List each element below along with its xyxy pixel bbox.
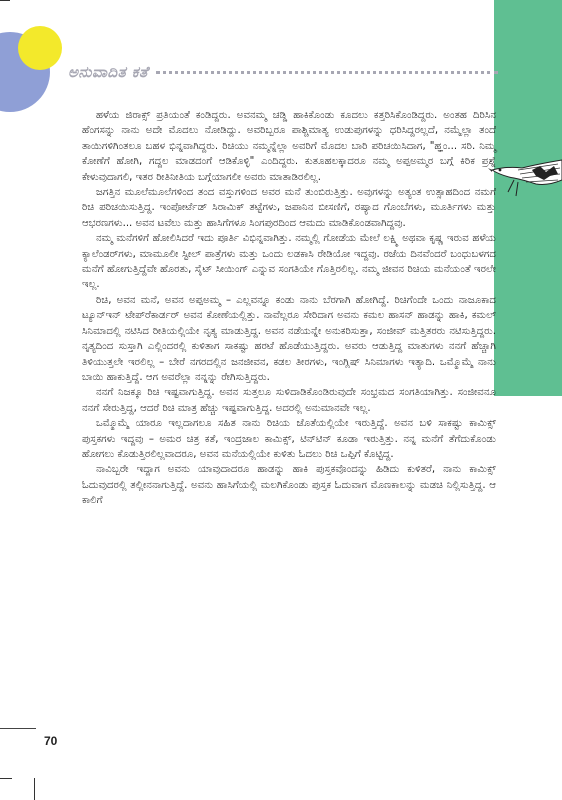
dotted-rule bbox=[156, 71, 498, 74]
paragraph: ಒಮ್ಮೊಮ್ಮೆ ಯಾರೂ ಇಲ್ಲದಾಗಲೂ ಸಹಿತ ನಾನು ರಿಚಿಯ ಜೊತೆಯಲ್ಲಿಯೇ ಇರುತ್ತಿದ್ದೆ. ಅವನ ಬಳಿ ಸಾಕಷ್ಟು ಕಾಮಿಕ್ಸ್ ಪುಸ್ತಕಗಳು ಇದ್ದವು – ಅಮರ ಚಿತ್ರ ಕತೆ, ಇಂದ್ರಜಾಲ ಕಾಮಿಕ್ಸ್, ಟಿನ್‌ಟಿನ್ ಕೂಡಾ ಇರುತ್ತಿತ್ತು. ನನ್ನ ಮನೆಗೆ ತೆಗೆದುಕೊಂಡು ಹೋಗಲು ಕೊಡುತ್ತಿರಲಿಲ್ಲವಾದರೂ, ಅವನ ಮನೆಯಲ್ಲಿಯೇ ಕುಳಿತು ಓದಲು ರಿಚಿ ಒಪ್ಪಿಗೆ ಕೊಟ್ಟಿದ್ದ. bbox=[82, 418, 496, 460]
section-header bbox=[68, 62, 498, 82]
crop-mark bbox=[0, 0, 10, 1]
crop-mark bbox=[0, 778, 12, 779]
paragraph: ಹಳೆಯ ಜಿರಾಕ್ಸ್ ಪ್ರತಿಯಂತೆ ಕಂಡಿದ್ದರು. ಅವನಮ್ಮ ಚಡ್ಡಿ ಹಾಕಿಕೊಂಡು ಕೂದಲು ಕತ್ತರಿಸಿಕೊಂಡಿದ್ದರು. ಅಂತಹ ದಿರಿಸಿನ ಹೆಂಗಸನ್ನು ನಾನು ಅದೇ ಮೊದಲು ನೋಡಿದ್ದು. ಅವರಿಬ್ಬರೂ ಪಾಶ್ಚಿಮಾತ್ಯ ಉಡುಪುಗಳನ್ನು ಧರಿಸಿದ್ದರಲ್ಲದೆ, ನಮ್ಮೆಲ್ಲಾ ತಂದೆ ತಾಯಿಗಳಿಗಿಂತಲೂ ಬಹಳ ಭಿನ್ನವಾಗಿದ್ದರು. ರಿಚಿಯು ನಮ್ಮನ್ನೆಲ್ಲಾ ಅವರಿಗೆ ಮೊದಲ ಬಾರಿ ಪರಿಚಯಿಸಿದಾಗ, "ಹ್ಞಂ... ಸರಿ. ನಿಮ್ಮ ಕೋಣೆಗೆ ಹೋಗಿ, ಗದ್ದಲ ಮಾಡದಂಗೆ ಆಡಿಕೊಳ್ಳಿ" ಎಂದಿದ್ದರು. ಕುತೂಹಲಕ್ಕಾದರೂ ನಮ್ಮ ಅಪ್ಪ‌ಅಮ್ಮರ ಬಗ್ಗೆ ಕಿರಿಕ ಪ್ರಶ್ನೆ ಕೇಳುವುದಾಗಲಿ, ಇತರ ರೀತಿನೀತಿಯ ಬಗ್ಗೆಯಾಗಲೀ ಅವರು ಮಾತಾಡಿರಲಿಲ್ಲ. bbox=[82, 110, 496, 183]
bird-sketch-icon bbox=[488, 140, 562, 220]
paragraph: ನಾವಿಬ್ಬರೇ ಇದ್ದಾಗ ಅವನು ಯಾವುದಾದರೂ ಹಾಡನ್ನು ಹಾಕಿ ಪುಸ್ತಕವೊಂದನ್ನು ಹಿಡಿದು ಕುಳಿತರೆ, ನಾನು ಕಾಮಿಕ್ಸ್ ಓದುವುದರಲ್ಲಿ ತಲ್ಲೀನನಾಗುತ್ತಿದ್ದೆ. ಅವನು ಹಾಸಿಗೆಯಲ್ಲಿ ಮಲಗಿಕೊಂಡು ಪುಸ್ತಕ ಓದುವಾಗ ಮೊಣಕಾಲನ್ನು ಮಡಚಿ ನಿಲ್ಲಿಸುತ್ತಿದ್ದ. ಆ ಕಾಲಿಗೆ bbox=[82, 464, 496, 507]
paragraph: ನನಗೆ ನಿಜಕ್ಕೂ ರಿಚಿ ಇಷ್ಟವಾಗುತ್ತಿದ್ದ. ಅವನ ಸುತ್ತಲೂ ಸುಳಿದಾಡಿಕೊಂಡಿರುವುದೇ ಸಂಭ್ರಮದ ಸಂಗತಿಯಾಗಿತ್ತು. ಸಂಜೀವನೂ ನನಗೆ ಸೇರುತ್ತಿದ್ದ, ಆದರೆ ರಿಚಿ ಮಾತ್ರ ಹೆಚ್ಚು ಇಷ್ಟವಾಗುತ್ತಿದ್ದ. ಅದರಲ್ಲಿ ಅನುಮಾನವೇ ಇಲ್ಲ. bbox=[82, 387, 496, 414]
article-body bbox=[82, 108, 496, 509]
folio-rule bbox=[0, 728, 36, 729]
section-title: ಅನುವಾದಿತ ಕತೆ bbox=[68, 63, 149, 81]
paragraph: ನಮ್ಮ ಮನೆಗಳಿಗೆ ಹೋಲಿಸಿದರೆ ಇದು ಪೂರ್ತಿ ವಿಭಿನ್ನವಾಗಿತ್ತು. ನಮ್ಮಲ್ಲಿ ಗೋಡೆಯ ಮೇಲೆ ಲಕ್ಷ್ಮಿ ಅಥವಾ ಕೃಷ್ಣ ಇರುವ ಹಳೆಯ ಕ್ಯಾಲೆಂಡರ್‌ಗಳು, ಮಾಮೂಲೀ ಸ್ಟೀಲ್ ಪಾತ್ರೆಗಳು ಮತ್ತು ಒಂದು ಲಡಕಾಸಿ ರೇಡಿಯೋ ಇದ್ದವು. ರಜೆಯ ದಿನವೆಂದರೆ ಬಂಧುಬಳಗದ ಮನೆಗೆ ಹೋಗುತ್ತಿದ್ದೆವೇ ಹೊರತು, ಸೈಟ್ ಸೀಯಿಂಗ್ ಎನ್ನುವ ಸಂಗತಿಯೇ ಗೊತ್ತಿರಲಿಲ್ಲ. ನಮ್ಮ ಜೀವನ ರಿಚಿಯ ಮನೆಯಂತೆ ಇರಲೇ ಇಲ್ಲ. bbox=[82, 233, 496, 291]
paragraph: ರಿಚಿ, ಅವನ ಮನೆ, ಅವನ ಅಪ್ಪ‌ಅಮ್ಮ – ಎಲ್ಲವನ್ನೂ ಕಂಡು ನಾನು ಬೆರಗಾಗಿ ಹೋಗಿದ್ದೆ. ರಿಚಿಗೆಂದೇ ಒಂದು ನಾಜೂಕಾದ ಟ್ಯೂನ್‌ಇನ್ ಟೇಪ್‌ರೆಕಾರ್ಡರ್ ಅವನ ಕೋಣೆಯಲ್ಲಿತ್ತು. ನಾವೆಲ್ಲರೂ ಸೇರಿದಾಗ ಅವನು ಕಮಲ ಹಾಸನ್ ಹಾಡನ್ನು ಹಾಕಿ, ಕಮಲ್ ಸಿನಿಮಾದಲ್ಲಿ ನಟಿಸಿದ ರೀತಿಯಲ್ಲಿಯೇ ನೃತ್ಯ ಮಾಡುತ್ತಿದ್ದ. ಅವನ ನಡೆಯನ್ನೇ ಅನುಕರಿಸುತ್ತಾ, ಸಂಜೀವ್ ಮತ್ತಿತರರು ನಟಿಸುತ್ತಿದ್ದರು. ನೃತ್ಯದಿಂದ ಸುಸ್ತಾಗಿ ಎಲ್ಲಿಂದರಲ್ಲಿ ಕುಳಿತಾಗ ಸಾಕಷ್ಟು ಹರಟೆ ಹೊಡೆಯುತ್ತಿದ್ದರು. ಅವರು ಆಡುತ್ತಿದ್ದ ಮಾತುಗಳು ನನಗೆ ಹೆಚ್ಚಾಗಿ ತಿಳಿಯುತ್ತಲೇ ಇರಲಿಲ್ಲ – ಬೇರೆ ನಗರದಲ್ಲಿನ ಜನಜೀವನ, ಕಡಲ ತೀರಗಳು, ಇಂಗ್ಲಿಷ್ ಸಿನಿಮಾಗಳು ಇತ್ಯಾದಿ. ಒಮ್ಮೊಮ್ಮೆ ನಾನು ಬಾಯಿ ಹಾಕುತ್ತಿದ್ದೆ. ಆಗ ಅವರೆಲ್ಲಾ ನನ್ನನ್ನು ರೇಗಿಸುತ್ತಿದ್ದರು. bbox=[82, 294, 496, 383]
paragraph: ಜಗತ್ತಿನ ಮೂಲೆಮೂಲೆಗಳಿಂದ ತಂದ ವಸ್ತುಗಳಿಂದ ಅವರ ಮನೆ ತುಂಬಿರುತ್ತಿತ್ತು. ಅವುಗಳನ್ನು ಅತ್ಯಂತ ಉತ್ಸಾಹದಿಂದ ನಮಗೆ ರಿಚಿ ಪರಿಚಯಿಸುತ್ತಿದ್ದ. ಇಂಪೋರ್ಟೆಡ್ ಸಿರಾಮಿಕ್ ತಟ್ಟೆಗಳು, ಜಪಾನಿನ ಬೀಸಣಿಗೆ, ರಷ್ಯಾದ ಗೊಂಬೆಗಳು, ಮೂರ್ತಿಗಳು ಮತ್ತು ಆಭರಣಗಳು... ಅವನ ಟವೆಲು ಮತ್ತು ಹಾಸಿಗೆಗಳೂ ಸಿಂಗಪುರದಿಂದ ಆಮದು ಮಾಡಿಕೊಂಡವಾಗಿದ್ದವು. bbox=[82, 187, 496, 229]
yellow-circle-decoration bbox=[18, 26, 62, 70]
page-number: 70 bbox=[44, 734, 58, 748]
crop-mark bbox=[34, 778, 35, 800]
